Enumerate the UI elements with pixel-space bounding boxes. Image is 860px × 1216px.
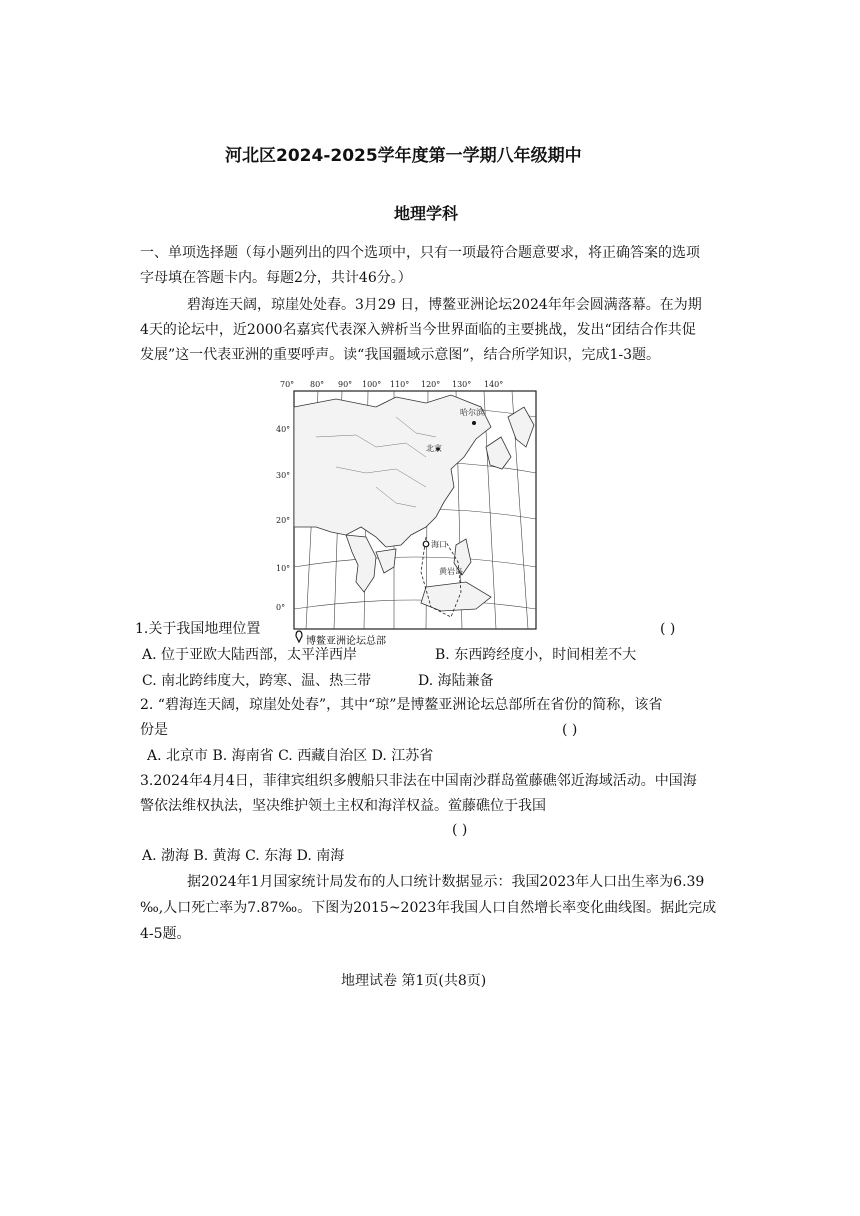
lon-label: 120°: [421, 380, 441, 389]
lon-label: 80°: [310, 380, 325, 389]
huangyan-label: 黄岩岛: [439, 567, 463, 576]
lat-label: 10°: [276, 564, 291, 573]
q2-line1: 2. “碧海连天阔，琼崖处处春”，其中“琼”是博鳌亚洲论坛总部所在省份的简称，该省: [140, 697, 663, 713]
lat-label: 40°: [276, 425, 291, 434]
haikou-label: 海口: [431, 540, 447, 549]
q2-line2: 份是: [140, 722, 168, 738]
lon-label: 70°: [280, 380, 295, 389]
page-title: 河北区2024-2025学年度第一学期八年级期中: [225, 146, 582, 166]
harbin-dot: [472, 421, 476, 425]
intro1-line3: 发展”这一代表亚洲的重要呼声。读“我国疆域示意图”，结合所学知识，完成1-3题。: [140, 347, 661, 363]
subject-title: 地理学科: [394, 204, 459, 223]
intro2-line2: ‰,人口死亡率为7.87‰。下图为2015~2023年我国人口自然增长率变化曲线图。据此完成: [140, 900, 717, 916]
intro1-line2: 4天的论坛中，近2000名嘉宾代表深入辨析当今世界面临的主要挑战，发出“团结合作共促: [140, 322, 696, 338]
lon-label: 90°: [338, 380, 353, 389]
q3-line2: 警依法维权执法，坚决维护领土主权和海洋权益。鲎藤礁位于我国: [140, 798, 546, 814]
haikou-marker: [423, 541, 429, 547]
intro2-line3: 4-5题。: [140, 926, 191, 942]
lon-label: 100°: [362, 380, 382, 389]
intro2-line1: 据2024年1月国家统计局发布的人口统计数据显示：我国2023年人口出生率为6.39: [187, 874, 705, 890]
q1-option-b: B. 东西跨经度小，时间相差不大: [435, 647, 637, 663]
lon-label: 130°: [452, 380, 472, 389]
q2-answer-bracket: ( ): [562, 722, 578, 738]
location-pin-icon: [296, 631, 302, 642]
q3-line1: 3.2024年4月4日，菲律宾组织多艘船只非法在中国南沙群岛鲎藤礁邻近海域活动。中国海: [140, 773, 697, 789]
lat-label: 20°: [276, 516, 291, 525]
intro1-line1: 碧海连天阔，琼崖处处春。3月29 日，博鳌亚洲论坛2024年年会圆满落幕。在为期: [187, 297, 702, 313]
q3-options: A. 渤海 B. 黄海 C. 东海 D. 南海: [142, 848, 345, 864]
china-territory-map: [276, 377, 538, 652]
lat-label: 0°: [276, 603, 286, 612]
q1-stem: 1.关于我国地理位置: [135, 621, 261, 637]
q1-option-a: A. 位于亚欧大陆西部，太平洋西岸: [142, 647, 358, 663]
page-footer: 地理试卷 第1页(共8页): [341, 973, 487, 989]
harbin-label: 哈尔滨: [460, 408, 484, 417]
lon-label: 110°: [390, 380, 410, 389]
q1-answer-bracket: ( ): [660, 621, 676, 637]
map-legend-label: 博鳌亚洲论坛总部: [306, 636, 386, 647]
q2-options: A. 北京市 B. 海南省 C. 西藏自治区 D. 江苏省: [147, 748, 434, 764]
lat-label: 30°: [276, 471, 291, 480]
section-instruction-line2: 字母填在答题卡内。每题2分，共计46分。）: [140, 270, 412, 286]
q1-option-d: D. 海陆兼备: [418, 673, 494, 689]
section-instruction-line1: 一、单项选择题（每小题列出的四个选项中，只有一项最符合题意要求，将正确答案的选项: [140, 245, 700, 261]
q3-answer-bracket: ( ): [452, 822, 468, 838]
lon-label: 140°: [484, 380, 504, 389]
beijing-label: 北京: [426, 444, 442, 453]
q1-option-c: C. 南北跨纬度大，跨寒、温、热三带: [142, 673, 372, 689]
